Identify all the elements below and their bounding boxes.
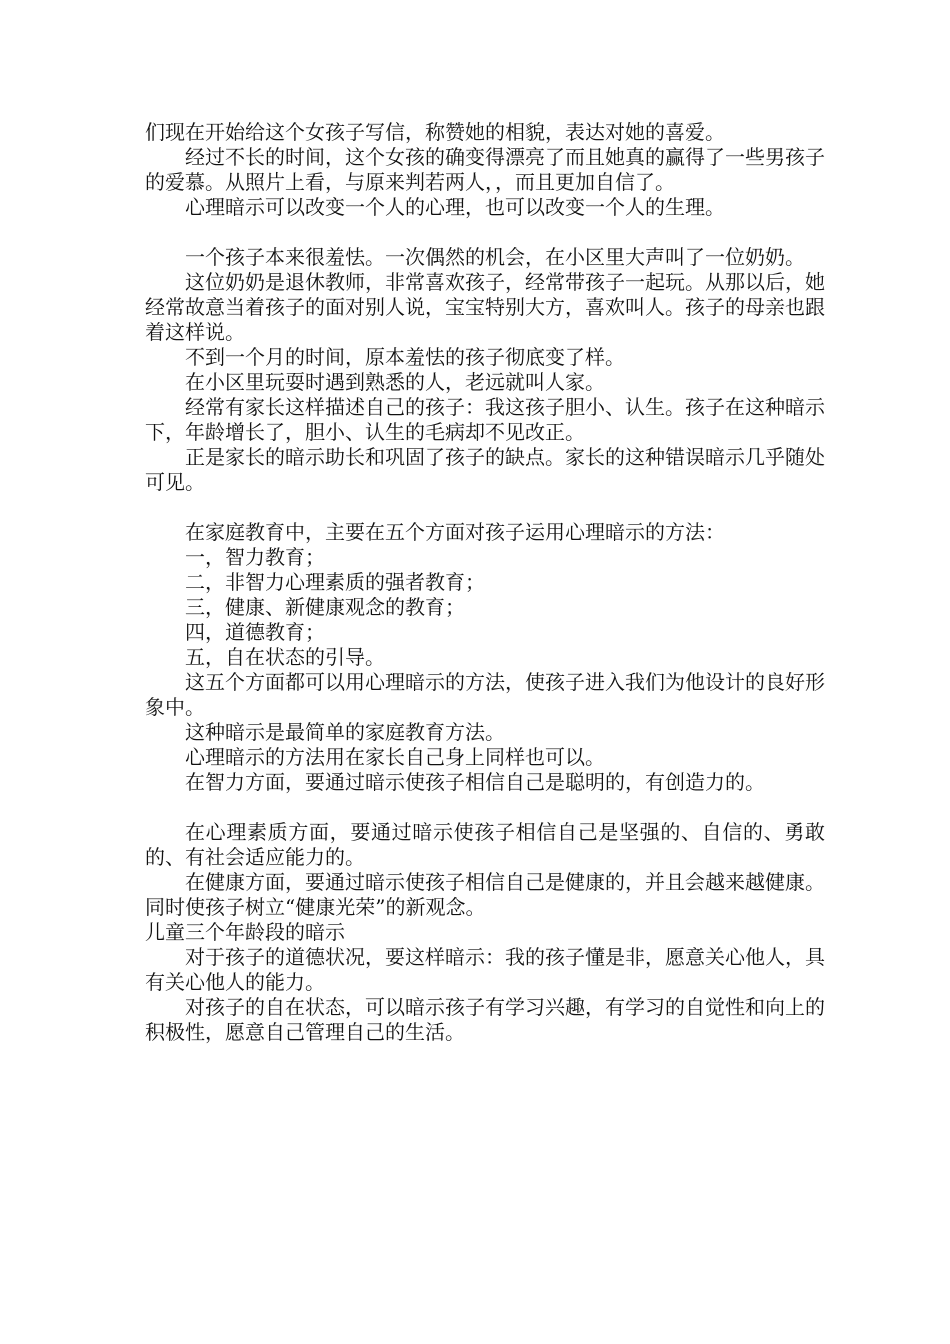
paragraph: 心理暗示的方法用在家长自己身上同样也可以。 — [185, 745, 605, 769]
paragraph: 儿童三个年龄段的暗示 — [145, 920, 345, 944]
paragraph: 在智力方面，要通过暗示使孩子相信自己是聪明的，有创造力的。 — [185, 770, 765, 794]
paragraph: 二，非智力心理素质的强者教育； — [185, 570, 485, 594]
paragraph: 这五个方面都可以用心理暗示的方法，使孩子进入我们为他设计的良好形象中。 — [145, 670, 825, 719]
paragraph-gap — [145, 495, 825, 520]
document-body — [145, 120, 825, 1045]
paragraph: 五，自在状态的引导。 — [185, 645, 385, 669]
paragraph-gap — [145, 795, 825, 820]
paragraph: 对于孩子的道德状况，要这样暗示：我的孩子懂是非，愿意关心他人，具有关心他人的能力。 — [145, 945, 825, 994]
paragraph-gap — [145, 220, 825, 245]
paragraph: 对孩子的自在状态，可以暗示孩子有学习兴趣，有学习的自觉性和向上的积极性，愿意自己管理自己的生活。 — [145, 995, 825, 1044]
paragraph: 在家庭教育中，主要在五个方面对孩子运用心理暗示的方法： — [185, 520, 725, 544]
paragraph: 这位奶奶是退休教师，非常喜欢孩子，经常带孩子一起玩。从那以后，她经常故意当着孩子的面对别人说，宝宝特别大方，喜欢叫人。孩子的母亲也跟着这样说。 — [145, 270, 825, 344]
paragraph: 正是家长的暗示助长和巩固了孩子的缺点。家长的这种错误暗示几乎随处可见。 — [145, 445, 825, 494]
paragraph: 这种暗示是最简单的家庭教育方法。 — [185, 720, 505, 744]
paragraph: 在小区里玩耍时遇到熟悉的人，老远就叫人家。 — [185, 370, 605, 394]
paragraph: 在健康方面，要通过暗示使孩子相信自己是健康的，并且会越来越健康。同时使孩子树立“健康光荣”的新观念。 — [145, 870, 825, 919]
paragraph: 经常有家长这样描述自己的孩子：我这孩子胆小、认生。孩子在这种暗示下，年龄增长了，胆小、认生的毛病却不见改正。 — [145, 395, 825, 444]
paragraph: 经过不长的时间，这个女孩的确变得漂亮了而且她真的赢得了一些男孩子的爱慕。从照片上看，与原来判若两人，，而且更加自信了。 — [145, 145, 825, 194]
paragraph: 不到一个月的时间，原本羞怯的孩子彻底变了样。 — [185, 345, 625, 369]
paragraph: 心理暗示可以改变一个人的心理，也可以改变一个人的生理。 — [185, 195, 725, 219]
paragraph: 在心理素质方面，要通过暗示使孩子相信自己是坚强的、自信的、勇敢的、有社会适应能力的。 — [145, 820, 825, 869]
paragraph: 们现在开始给这个女孩子写信，称赞她的相貌，表达对她的喜爱。 — [145, 120, 725, 144]
paragraph: 三，健康、新健康观念的教育； — [185, 595, 465, 619]
paragraph: 一，智力教育； — [185, 545, 325, 569]
paragraph: 四，道德教育； — [185, 620, 325, 644]
paragraph: 一个孩子本来很羞怯。一次偶然的机会，在小区里大声叫了一位奶奶。 — [185, 245, 805, 269]
